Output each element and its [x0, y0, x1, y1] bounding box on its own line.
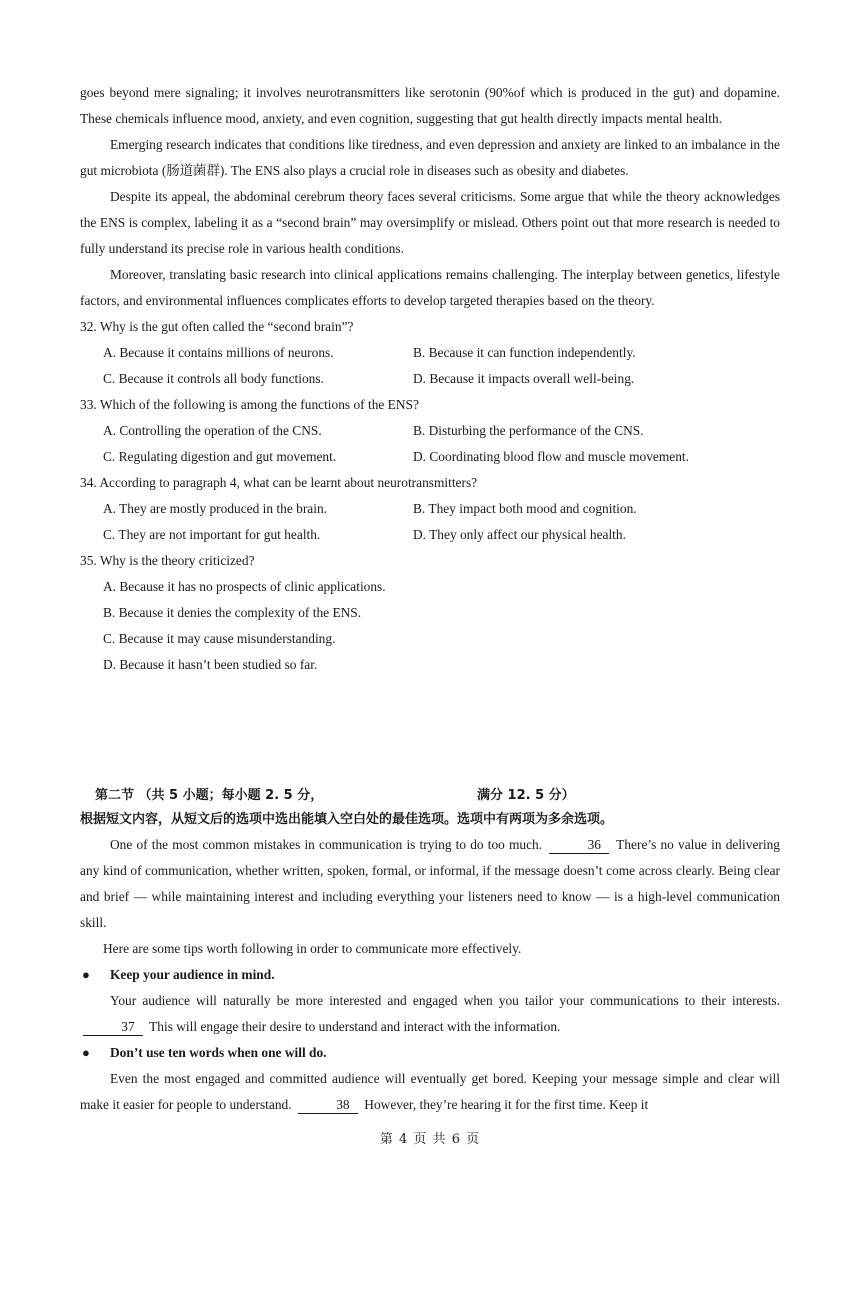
question-stem: 32. Why is the gut often called the “second brain”?	[80, 319, 354, 334]
option-b: B. Because it can function independently.	[413, 345, 636, 360]
text-span: One of the most common mistakes in communication is trying to do too much.	[110, 837, 543, 852]
question-32	[80, 314, 780, 392]
question-stem: 34. According to paragraph 4, what can be learnt about neurotransmitters?	[80, 475, 478, 490]
option-a: A. Because it has no prospects of clinic applications.	[103, 579, 386, 594]
option-c: C. They are not important for gut health.	[103, 527, 321, 542]
section-title: 第二节 （共 5 小题；每小题 2. 5 分，	[95, 788, 324, 803]
cloze-paragraph	[80, 1066, 780, 1118]
text-span: However, they’re hearing it for the first time. Keep it	[364, 1097, 649, 1112]
option-b: B. Disturbing the performance of the CNS.	[413, 423, 644, 438]
section-instruction: 根据短文内容，从短文后的选项中选出能填入空白处的最佳选项。选项中有两项为多余选项。	[80, 812, 614, 827]
tip-heading	[80, 1040, 780, 1066]
page-footer: 第 4 页 共 6 页	[379, 1132, 481, 1147]
passage-paragraph: Emerging research indicates that conditions like tiredness, and even depression and anxiety are linked to an imbalance in the gut microbiota (肠道菌群). The ENS also plays a crucial role in diseases such as obesity and diabetes.	[80, 137, 780, 178]
blank-38: 38	[298, 1097, 358, 1114]
bullet-icon: ●	[82, 967, 90, 982]
option-a: A. They are mostly produced in the brain.	[103, 501, 327, 516]
passage-paragraph: Moreover, translating basic research into clinical applications remains challenging. The interplay between genetics, lifestyle factors, and environmental influences complicates efforts to develop targeted therapies based on the theory.	[80, 267, 780, 308]
text-span: Your audience will naturally be more interested and engaged when you tailor your communications to their interests.	[110, 993, 780, 1008]
tip-title: Don’t use ten words when one will do.	[110, 1045, 327, 1060]
passage-paragraph: goes beyond mere signaling; it involves neurotransmitters like serotonin (90%of which is produced in the gut) and dopamine. These chemicals influence mood, anxiety, and even cognition, suggesting that gut health directly impacts mental health.	[80, 85, 780, 126]
section-two	[80, 784, 780, 1118]
bullet-icon: ●	[82, 1045, 90, 1060]
cloze-paragraph: Here are some tips worth following in order to communicate more effectively.	[103, 941, 522, 956]
tip-title: Keep your audience in mind.	[110, 967, 275, 982]
option-d: D. They only affect our physical health.	[413, 527, 626, 542]
passage-paragraph: Despite its appeal, the abdominal cerebrum theory faces several criticisms. Some argue that while the theory acknowledges the ENS is complex, labeling it as a “second brain” may oversimplify or mislead. Others point out that more research is needed to fully understand its precise role in various health conditions.	[80, 189, 780, 256]
section-total-score: 满分 12. 5 分）	[477, 788, 575, 803]
reading-passage	[80, 80, 780, 678]
question-stem: 35. Why is the theory criticized?	[80, 553, 255, 568]
option-c: C. Because it controls all body functions.	[103, 371, 324, 386]
blank-37: 37	[83, 1019, 143, 1036]
question-33	[80, 392, 780, 470]
option-c: C. Regulating digestion and gut movement.	[103, 449, 337, 464]
question-35	[80, 548, 780, 678]
question-34	[80, 470, 780, 548]
cloze-paragraph	[80, 988, 780, 1040]
option-c: C. Because it may cause misunderstanding.	[103, 631, 336, 646]
option-d: D. Because it hasn’t been studied so far.	[103, 657, 318, 672]
tip-heading	[80, 962, 780, 988]
option-d: D. Coordinating blood flow and muscle movement.	[413, 449, 689, 464]
text-span: This will engage their desire to understand and interact with the information.	[149, 1019, 561, 1034]
section-heading	[80, 784, 780, 808]
option-a: A. Because it contains millions of neurons.	[103, 345, 334, 360]
text-span: Even the most engaged and committed audience will eventually get bored. Keeping your message simple and clear will make it easier for people to understand.	[80, 1071, 780, 1112]
text-span: There’s no value in delivering any kind of communication, whether written, spoken, formal, or informal, if the message doesn’t come across clearly. Being clear and brief — while maintaining interest and including everything your listeners need to know — is a high-level communication skill.	[80, 837, 780, 930]
cloze-paragraph	[80, 832, 780, 936]
option-d: D. Because it impacts overall well-being.	[413, 371, 635, 386]
blank-36: 36	[549, 837, 609, 854]
question-stem: 33. Which of the following is among the functions of the ENS?	[80, 397, 419, 412]
option-b: B. Because it denies the complexity of the ENS.	[103, 605, 362, 620]
option-a: A. Controlling the operation of the CNS.	[103, 423, 322, 438]
option-b: B. They impact both mood and cognition.	[413, 501, 637, 516]
